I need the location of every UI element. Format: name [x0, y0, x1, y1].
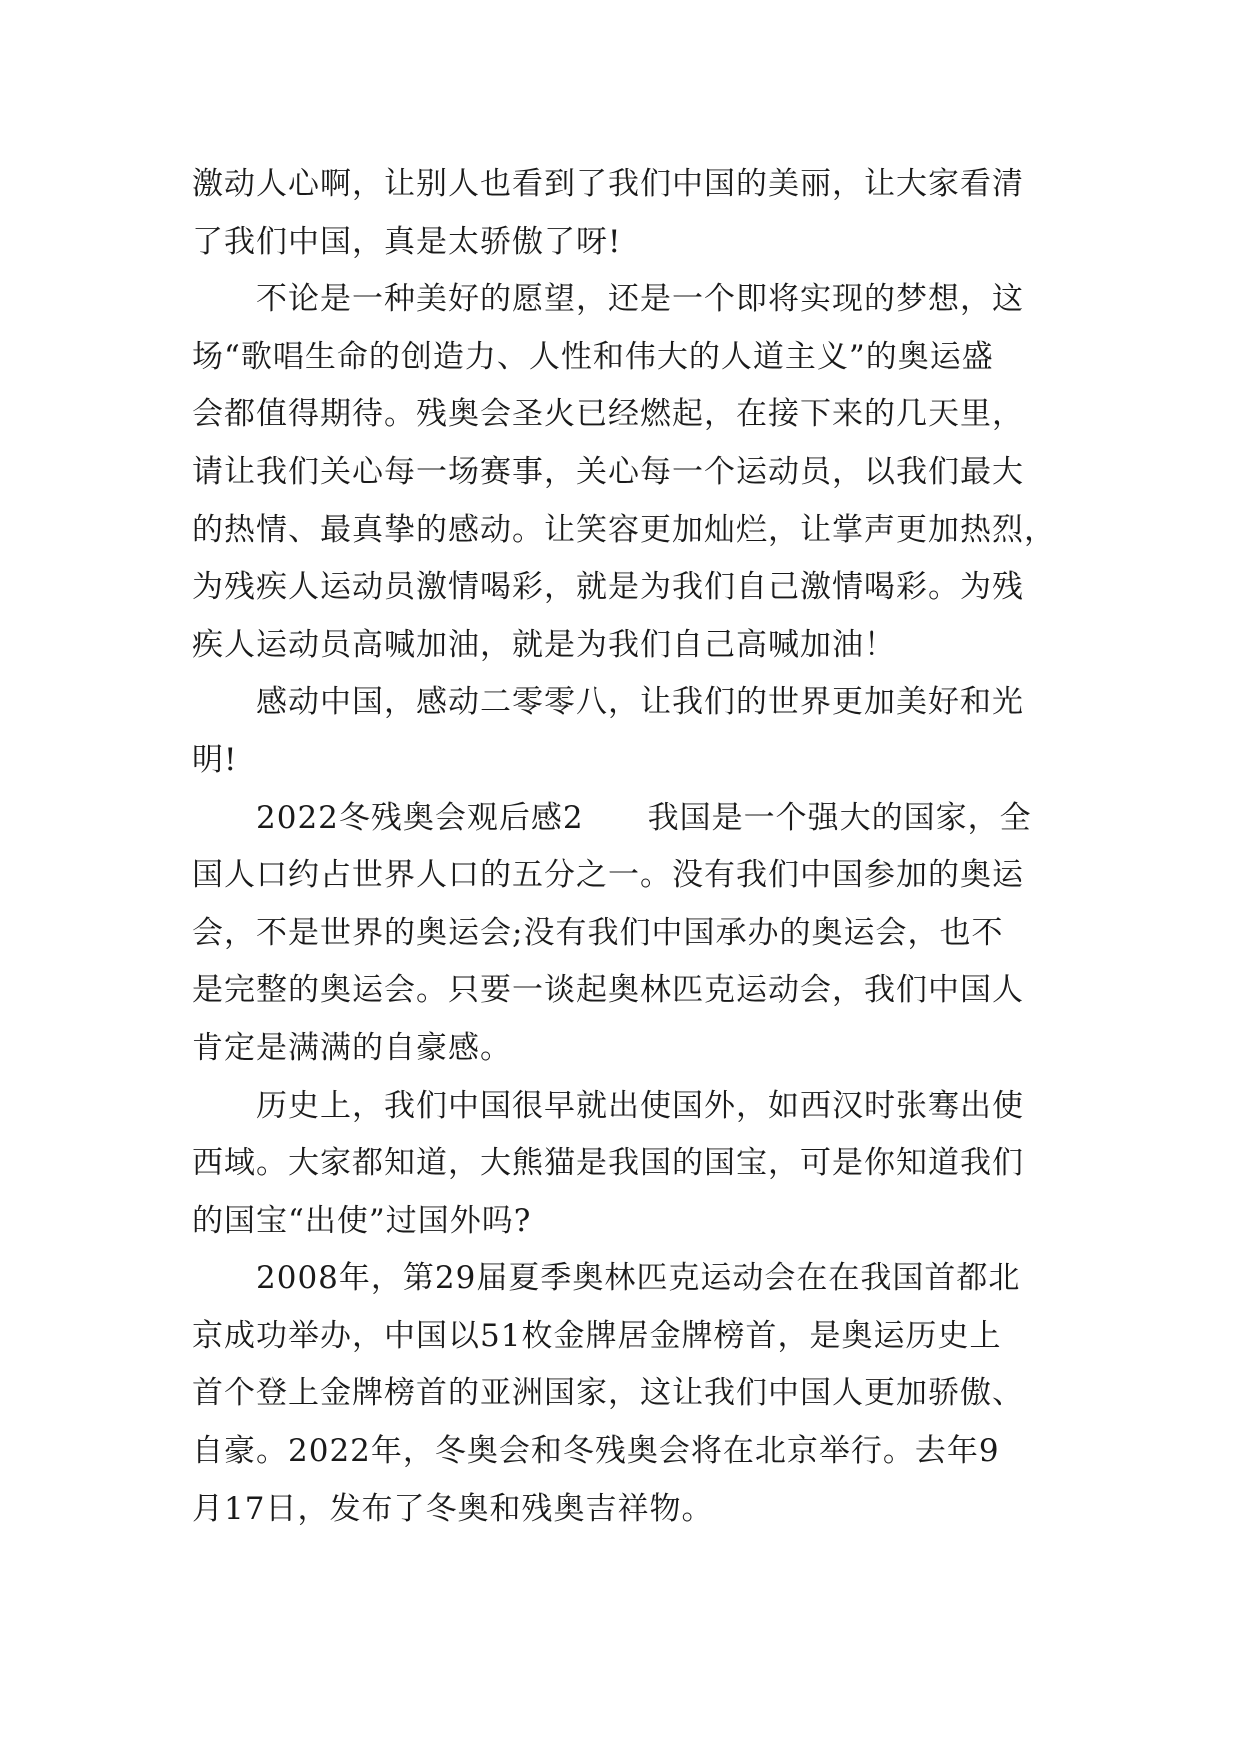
text-line: 首个登上金牌榜首的亚洲国家，这让我们中国人更加骄傲、	[192, 1375, 1024, 1412]
text-line: 2022冬残奥会观后感2 我国是一个强大的国家，全	[256, 799, 1032, 836]
text-line: 西域。大家都知道，大熊猫是我国的国宝，可是你知道我们	[192, 1145, 1024, 1182]
text-line: 2008年，第29届夏季奥林匹克运动会在在我国首都北	[256, 1260, 1021, 1297]
text-line: 会，不是世界的奥运会;没有我们中国承办的奥运会，也不	[192, 914, 1004, 951]
text-line: 为残疾人运动员激情喝彩，就是为我们自己激情喝彩。为残	[192, 569, 1024, 606]
text-line: 会都值得期待。残奥会圣火已经燃起，在接下来的几天里，	[192, 396, 1024, 433]
text-line: 历史上，我们中国很早就出使国外，如西汉时张骞出使	[256, 1087, 1024, 1124]
text-line: 是完整的奥运会。只要一谈起奥林匹克运动会，我们中国人	[192, 972, 1024, 1009]
text-line: 京成功举办，中国以51枚金牌居金牌榜首，是奥运历史上	[192, 1317, 1002, 1354]
text-line: 请让我们关心每一场赛事，关心每一个运动员，以我们最大	[192, 453, 1024, 490]
text-line: 了我们中国，真是太骄傲了呀!	[192, 223, 622, 260]
text-line: 自豪。2022年，冬奥会和冬残奥会将在北京举行。去年9	[192, 1433, 1000, 1470]
text-line: 疾人运动员高喊加油，就是为我们自己高喊加油！	[192, 626, 896, 663]
text-line: 感动中国，感动二零零八，让我们的世界更加美好和光	[256, 684, 1024, 721]
document-body	[192, 156, 1056, 1538]
text-line: 激动人心啊，让别人也看到了我们中国的美丽，让大家看清	[192, 166, 1024, 202]
text-line: 月17日，发布了冬奥和残奥吉祥物。	[192, 1490, 714, 1527]
text-line: 的热情、最真挚的感动。让笑容更加灿烂，让掌声更加热烈，	[192, 511, 1056, 548]
text-line: 不论是一种美好的愿望，还是一个即将实现的梦想，这	[256, 281, 1024, 318]
text-line: 明!	[192, 741, 238, 778]
text-line: 场“歌唱生命的创造力、人性和伟大的人道主义”的奥运盛	[192, 338, 994, 375]
text-line: 国人口约占世界人口的五分之一。没有我们中国参加的奥运	[192, 857, 1024, 894]
text-line: 肯定是满满的自豪感。	[192, 1029, 512, 1066]
text-line: 的国宝“出使”过国外吗?	[192, 1202, 532, 1239]
